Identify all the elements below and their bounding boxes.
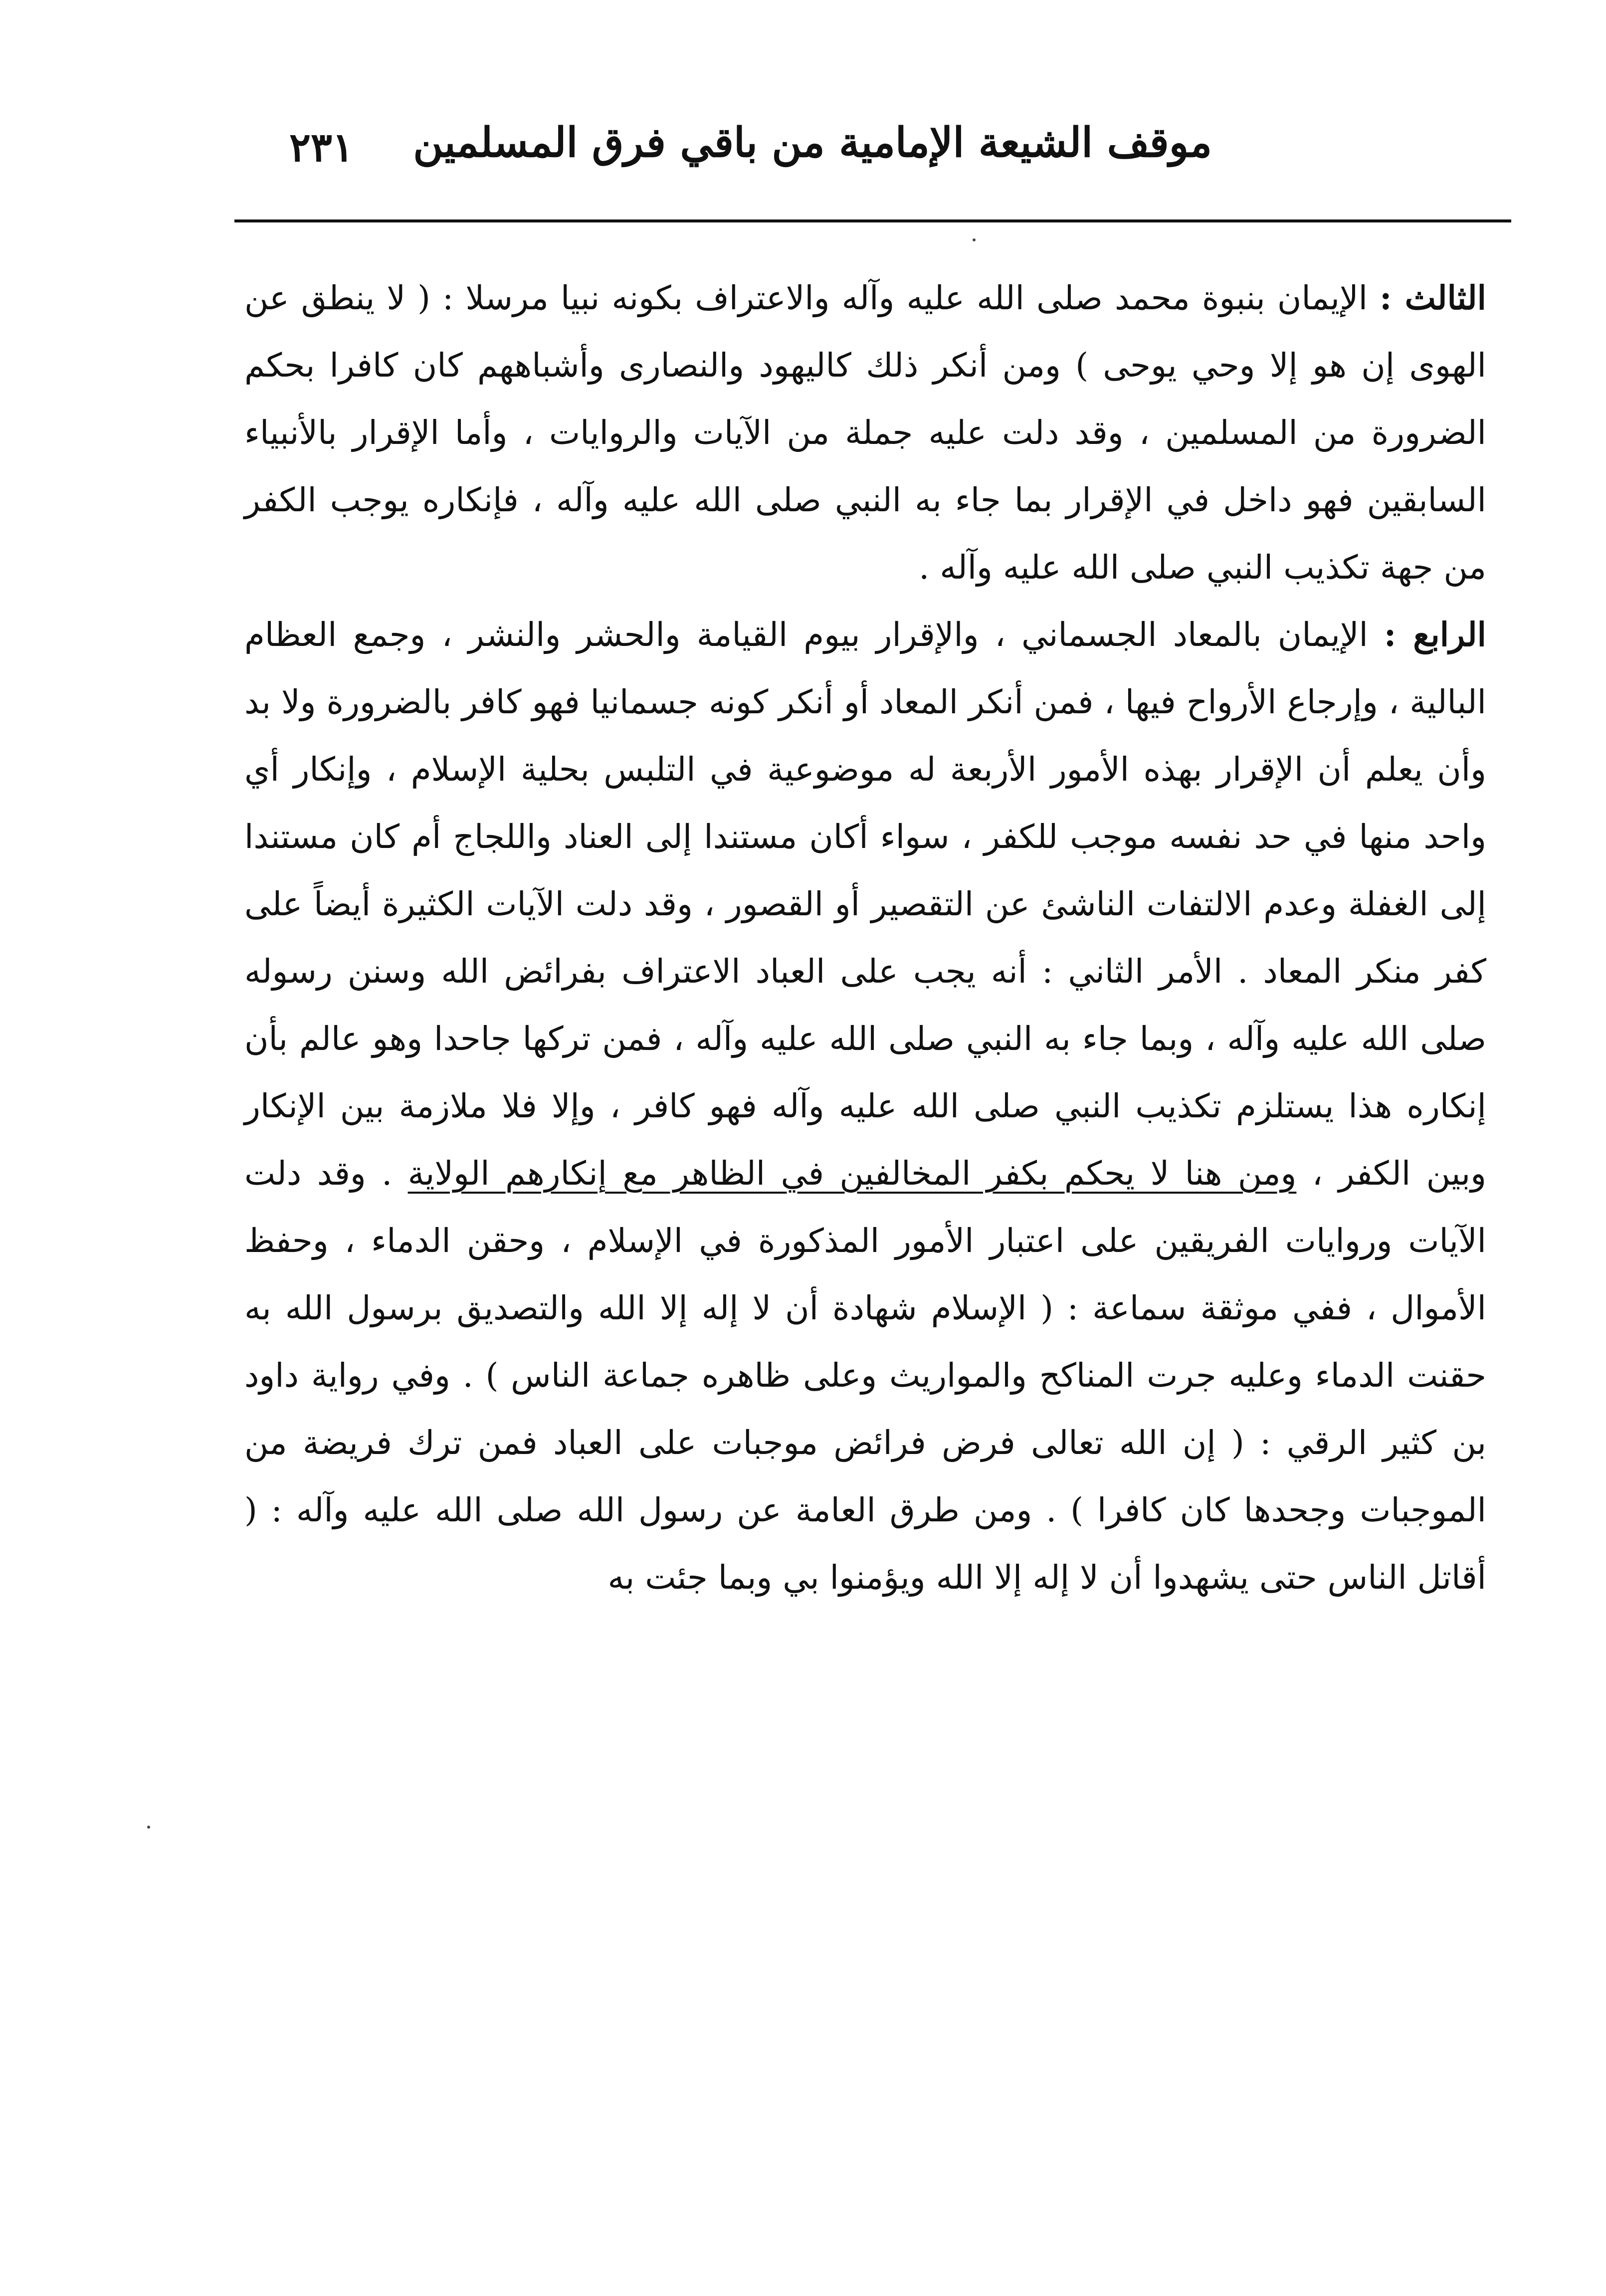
scan-speck [973, 238, 976, 241]
paragraph-text: الإيمان بالمعاد الجسماني ، والإقرار بيوم القيامة والحشر والنشر ، وجمع العظام البالية ، وإرجاع الأرواح فيها ، فمن أنكر المعاد أو أنكر كونه جسمانيا فهو كافر بالضرورة ولا بد وأن يعلم أن الإقرار بهذه الأمور الأربعة له موضوعية في التلبس بحلية الإسلام ، وإنكار أي واحد منها في حد نفسه موجب للكفر ، سواء أكان مستندا إلى العناد واللجاج أم كان مستندا إلى الغفلة وعدم الالتفات الناشئ عن التقصير أو القصور ، وقد دلت الآيات الكثيرة أيضاً على كفر منكر المعاد . الأمر الثاني : أنه يجب على العباد الاعتراف بفرائض الله وسنن رسوله صلى الله عليه وآله ، وبما جاء به النبي صلى الله عليه وآله ، فمن تركها جاحدا وهو عالم بأن إنكاره هذا يستلزم تكذيب النبي صلى الله عليه وآله فهو كافر ، وإلا فلا ملازمة بين الإنكار وبين الكفر ، [244, 616, 1486, 1193]
body-text [244, 264, 1486, 2110]
paragraph-text: الإيمان بنبوة محمد صلى الله عليه وآله والاعتراف بكونه نبيا مرسلا : ( لا ينطق عن الهوى إن هو إلا وحي يوحى ) ومن أنكر ذلك كاليهود والنصارى وأشباههم كان كافرا بحكم الضرورة من المسلمين ، وقد دلت عليه جملة من الآيات والروايات ، وأما الإقرار بالأنبياء السابقين فهو داخل في الإقرار بما جاء به النبي صلى الله عليه وآله ، فإنكاره يوجب الكفر من جهة تكذيب النبي صلى الله عليه وآله . [244, 279, 1486, 587]
header-title: موقف الشيعة الإمامية من باقي فرق المسلمين [413, 119, 1212, 167]
paragraph-lead: الثالث : [1380, 278, 1486, 317]
paragraph-text-continued: . وقد دلت الآيات وروايات الفريقين على اعتبار الأمور المذكورة في الإسلام ، وحقن الدماء ، وحفظ الأموال ، ففي موثقة سماعة : ( الإسلام شهادة أن لا إله إلا الله والتصديق برسول الله به حقنت الدماء وعليه جرت المناكح والمواريث وعلى ظاهره جماعة الناس ) . وفي رواية داود بن كثير الرقي : ( إن الله تعالى فرض فرائض موجبات على العباد فمن ترك فريضة من الموجبات وجحدها كان كافرا ) . ومن طرق العامة عن رسول الله صلى الله عليه وآله : ( أقاتل الناس حتى يشهدوا أن لا إله إلا الله ويؤمنوا بي وبما جئت به [244, 1154, 1486, 1597]
paragraph-fourth-principle [244, 601, 1486, 1611]
running-header [234, 114, 1511, 194]
scan-speck [147, 1826, 150, 1829]
paragraph-third-principle [244, 264, 1486, 601]
page-number: ٢٣١ [289, 124, 354, 171]
header-divider [234, 219, 1511, 222]
underlined-passage: ومن هنا لا يحكم بكفر المخالفين في الظاهر مع إنكارهم الولاية [407, 1154, 1297, 1193]
paragraph-lead: الرابع : [1384, 615, 1486, 654]
